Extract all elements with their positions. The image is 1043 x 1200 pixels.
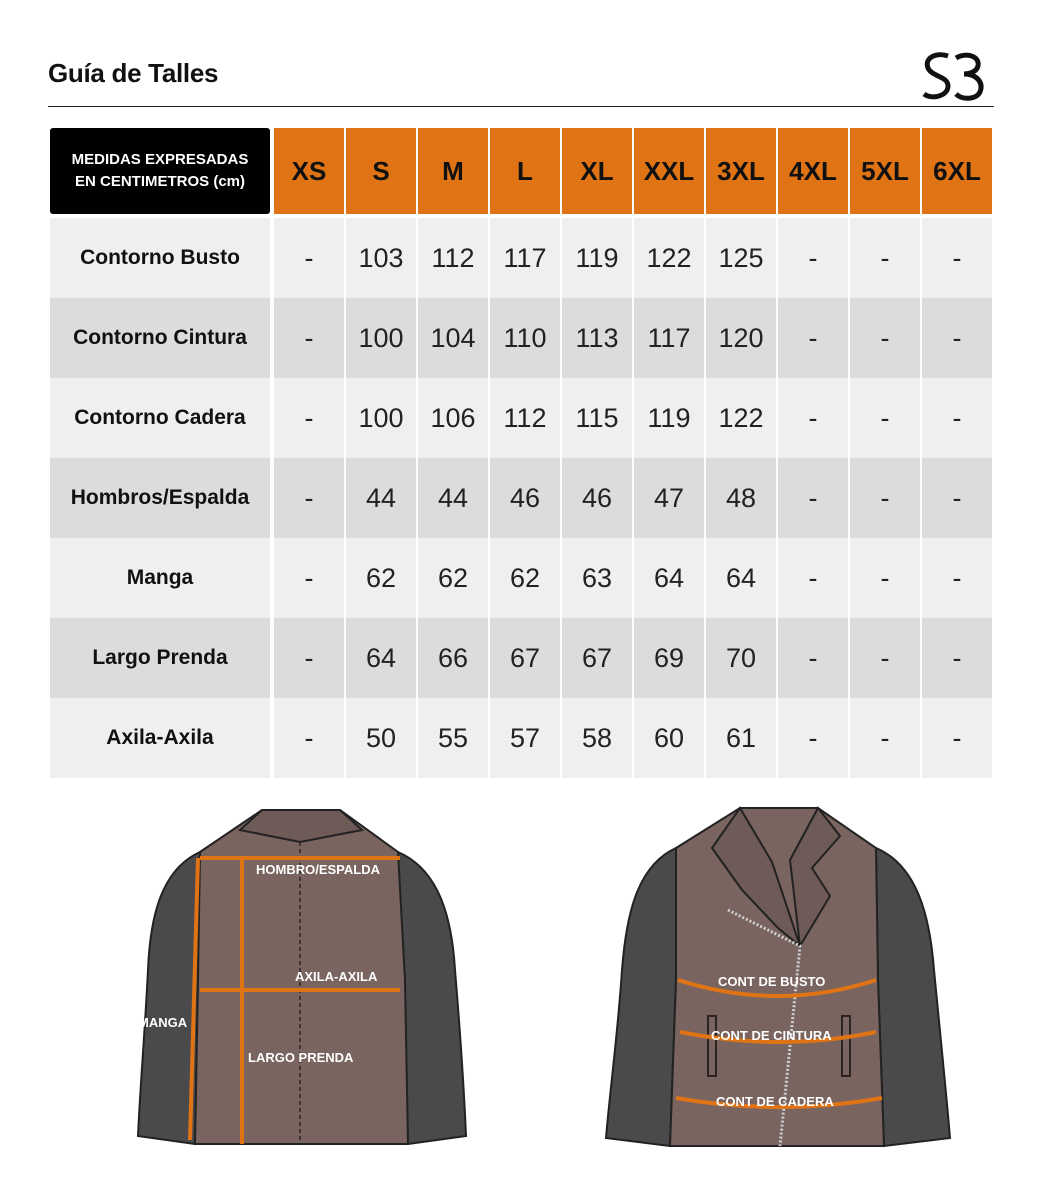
measure-value: - xyxy=(922,618,992,698)
measure-value: - xyxy=(850,218,920,298)
size-header: 6XL xyxy=(922,128,992,214)
measure-value: 70 xyxy=(706,618,776,698)
measure-value: - xyxy=(274,618,344,698)
measure-value: 44 xyxy=(418,458,488,538)
measure-value: - xyxy=(274,458,344,538)
size-header: S xyxy=(346,128,416,214)
measure-value: 120 xyxy=(706,298,776,378)
jacket-back-view xyxy=(138,810,466,1144)
measure-value: 117 xyxy=(490,218,560,298)
measure-value: - xyxy=(850,538,920,618)
measure-value: 55 xyxy=(418,698,488,778)
measure-value: 106 xyxy=(418,378,488,458)
measure-value: 122 xyxy=(706,378,776,458)
front-left-sleeve xyxy=(606,848,676,1146)
measure-value: 66 xyxy=(418,618,488,698)
measure-value: 119 xyxy=(562,218,632,298)
measure-value: 50 xyxy=(346,698,416,778)
measure-label: Manga xyxy=(50,538,270,618)
measure-value: - xyxy=(922,538,992,618)
measure-value: 57 xyxy=(490,698,560,778)
measure-value: 46 xyxy=(562,458,632,538)
measure-value: - xyxy=(778,698,848,778)
title-divider xyxy=(48,106,994,107)
measure-value: 69 xyxy=(634,618,704,698)
measure-label: Contorno Busto xyxy=(50,218,270,298)
table-row xyxy=(48,538,994,618)
measure-value: 48 xyxy=(706,458,776,538)
measure-value: 122 xyxy=(634,218,704,298)
measure-value: - xyxy=(778,538,848,618)
measure-value: 46 xyxy=(490,458,560,538)
measure-label: Axila-Axila xyxy=(50,698,270,778)
size-header: L xyxy=(490,128,560,214)
measure-label: Largo Prenda xyxy=(50,618,270,698)
table-row xyxy=(48,218,994,298)
label-bust: CONT DE BUSTO xyxy=(718,974,826,989)
back-right-sleeve xyxy=(398,852,466,1144)
measure-value: 113 xyxy=(562,298,632,378)
measure-value: - xyxy=(922,218,992,298)
measure-value: 103 xyxy=(346,218,416,298)
measure-value: 115 xyxy=(562,378,632,458)
measure-value: 62 xyxy=(346,538,416,618)
measure-value: - xyxy=(274,298,344,378)
measure-value: 110 xyxy=(490,298,560,378)
measure-value: 100 xyxy=(346,298,416,378)
measure-value: - xyxy=(778,458,848,538)
measure-value: 104 xyxy=(418,298,488,378)
measure-value: - xyxy=(274,698,344,778)
measure-value: 64 xyxy=(706,538,776,618)
measure-value: - xyxy=(274,378,344,458)
measure-label: Hombros/Espalda xyxy=(50,458,270,538)
measure-value: 64 xyxy=(346,618,416,698)
measure-value: 60 xyxy=(634,698,704,778)
measure-value: - xyxy=(922,378,992,458)
size-header: XXL xyxy=(634,128,704,214)
label-shoulder: HOMBRO/ESPALDA xyxy=(256,862,380,877)
size-header: XS xyxy=(274,128,344,214)
page-title: Guía de Talles xyxy=(48,58,219,88)
measure-value: 58 xyxy=(562,698,632,778)
table-row xyxy=(48,298,994,378)
measure-value: - xyxy=(850,618,920,698)
label-waist: CONT DE CINTURA xyxy=(711,1028,832,1043)
label-hip: CONT DE CADERA xyxy=(716,1094,834,1109)
measure-value: - xyxy=(850,298,920,378)
brand-logo xyxy=(918,50,988,102)
measure-value: 44 xyxy=(346,458,416,538)
measure-value: 62 xyxy=(418,538,488,618)
label-sleeve: MANGA xyxy=(138,1015,188,1030)
measure-value: 100 xyxy=(346,378,416,458)
measure-value: 67 xyxy=(490,618,560,698)
measure-value: 67 xyxy=(562,618,632,698)
measure-value: 61 xyxy=(706,698,776,778)
measure-value: - xyxy=(922,458,992,538)
measure-value: - xyxy=(778,618,848,698)
measure-value: - xyxy=(922,298,992,378)
measure-value: - xyxy=(274,218,344,298)
jacket-front-view xyxy=(606,808,950,1146)
measure-value: 47 xyxy=(634,458,704,538)
jacket-illustrations xyxy=(0,800,1043,1190)
measure-value: 112 xyxy=(418,218,488,298)
measure-value: - xyxy=(850,378,920,458)
measure-value: 117 xyxy=(634,298,704,378)
table-row xyxy=(48,618,994,698)
measure-value: 62 xyxy=(490,538,560,618)
front-right-sleeve xyxy=(876,848,950,1146)
measure-value: - xyxy=(850,458,920,538)
units-header-line-1: MEDIDAS EXPRESADAS xyxy=(71,151,249,168)
table-row xyxy=(48,698,994,778)
size-header: M xyxy=(418,128,488,214)
table-row xyxy=(48,378,994,458)
label-length: LARGO PRENDA xyxy=(248,1050,354,1065)
measure-value: - xyxy=(922,698,992,778)
measure-value: - xyxy=(778,298,848,378)
size-header: XL xyxy=(562,128,632,214)
measure-value: 63 xyxy=(562,538,632,618)
measure-value: - xyxy=(778,218,848,298)
measure-label: Contorno Cintura xyxy=(50,298,270,378)
measure-value: 112 xyxy=(490,378,560,458)
measure-label: Contorno Cadera xyxy=(50,378,270,458)
measure-value: 64 xyxy=(634,538,704,618)
units-header-line-2: EN CENTIMETROS (cm) xyxy=(74,173,245,190)
table-row xyxy=(48,458,994,538)
measure-value: - xyxy=(778,378,848,458)
size-header: 5XL xyxy=(850,128,920,214)
measure-value: 125 xyxy=(706,218,776,298)
size-header: 3XL xyxy=(706,128,776,214)
size-header: 4XL xyxy=(778,128,848,214)
measure-value: - xyxy=(850,698,920,778)
measure-value: 119 xyxy=(634,378,704,458)
units-header xyxy=(50,128,270,214)
measure-value: - xyxy=(274,538,344,618)
label-armpit: AXILA-AXILA xyxy=(295,969,378,984)
